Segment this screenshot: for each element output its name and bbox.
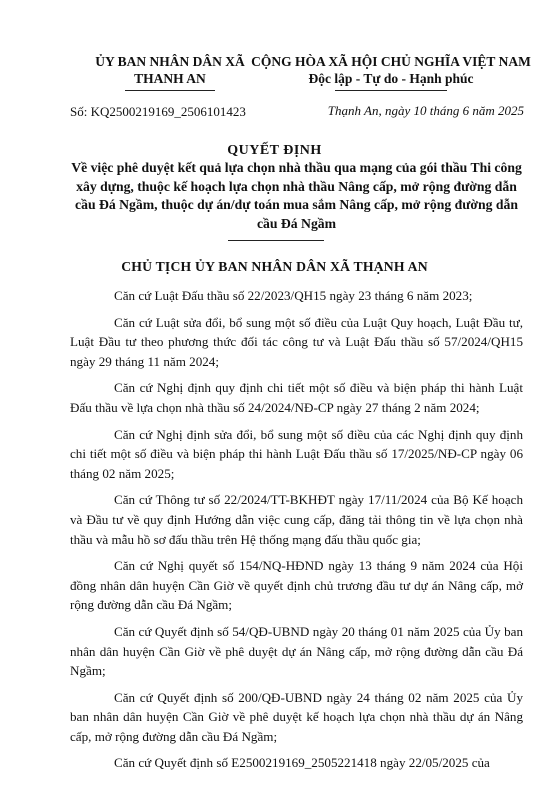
place-date: Thạnh An, ngày 10 tháng 6 năm 2025: [327, 103, 524, 118]
subject-underline: [228, 240, 324, 241]
authority-underline: [125, 90, 215, 91]
document-number: Số: KQ2500219169_2506101423: [70, 104, 246, 119]
document-subject: Về việc phê duyệt kết quả lựa chọn nhà thầu qua mạng của gói thầu Thi công xây dựng, thuộc kế hoạch lựa chọn nhà thầu Nâng cấp, mở rộng đường dẫn cầu Đá Ngầm, thuộc dự án/dự toán mua sắm Nâng cấp, mở rộng đường dẫn cầu Đá Ngầm: [71, 160, 522, 231]
decision-authority: CHỦ TỊCH ỦY BAN NHÂN DÂN XÃ THẠNH AN: [121, 259, 428, 274]
nation-name: CỘNG HÒA XÃ HỘI CHỦ NGHĨA VIỆT NAM: [251, 54, 531, 69]
nation-motto: Độc lập - Tự do - Hạnh phúc: [308, 71, 474, 86]
body-paragraph: Căn cứ Quyết định số 54/QĐ-UBND ngày 20 tháng 01 năm 2025 của Ủy ban nhân dân huyện Cần Giờ về phê duyệt dự án Nâng cấp, mở rộng đường dẫn cầu Đá Ngầm;: [70, 623, 523, 679]
body-paragraph: Căn cứ Luật Đấu thầu số 22/2023/QH15 ngày 23 tháng 6 năm 2023;: [114, 288, 473, 303]
body-paragraph: Căn cứ Luật sửa đổi, bổ sung một số điều của Luật Quy hoạch, Luật Đầu tư, Luật Đầu tư theo phương thức đối tác công tư và Luật Đấu thầu số 57/2024/QH15 ngày 29 tháng 11 năm 2024;: [70, 314, 523, 369]
body-paragraph: Căn cứ Nghị định quy định chi tiết một số điều và biện pháp thi hành Luật Đấu thầu về lựa chọn nhà thầu số 24/2024/NĐ-CP ngày 27 tháng 2 năm 2024;: [70, 380, 523, 415]
national-motto: [248, 53, 534, 87]
body-paragraph: Căn cứ Nghị định sửa đổi, bổ sung một số điều của các Nghị định quy định chi tiết một số điều và biện pháp thi hành Luật Đấu thầu số 17/2025/NĐ-CP ngày 06 tháng 02 năm 2025;: [70, 426, 523, 481]
body-paragraph: Căn cứ Nghị quyết số 154/NQ-HĐND ngày 13 tháng 9 năm 2024 của Hội đồng nhân dân huyện Cần Giờ về quyết định chủ trương đầu tư dự án Nâng cấp, mở rộng đường dẫn cầu Đá Ngầm;: [70, 558, 523, 613]
issuing-authority-line2: THANH AN: [134, 71, 206, 86]
body-paragraph: Căn cứ Quyết định số 200/QĐ-UBND ngày 24 tháng 02 năm 2025 của Ủy ban nhân dân huyện Cần Giờ về phê duyệt kế hoạch lựa chọn nhà thầu dự án Nâng cấp, mở rộng đường dẫn cầu Đá Ngầm;: [70, 689, 523, 744]
document-body: [70, 286, 523, 780]
document-type: QUYẾT ĐỊNH: [227, 143, 322, 158]
motto-underline: [335, 90, 447, 91]
issuing-authority-line1: ỦY BAN NHÂN DÂN XÃ: [95, 54, 245, 69]
body-paragraph: Căn cứ Quyết định số E2500219169_2505221418 ngày 22/05/2025 của: [114, 755, 490, 771]
body-paragraph: Căn cứ Thông tư số 22/2024/TT-BKHĐT ngày 17/11/2024 của Bộ Kế hoạch và Đầu tư về quy định Hướng dẫn việc cung cấp, đăng tải thông tin về lựa chọn nhà thầu và mẫu hồ sơ đấu thầu trên Hệ thống mạng đấu thầu quốc gia;: [70, 492, 523, 547]
issuing-authority: [70, 53, 270, 87]
